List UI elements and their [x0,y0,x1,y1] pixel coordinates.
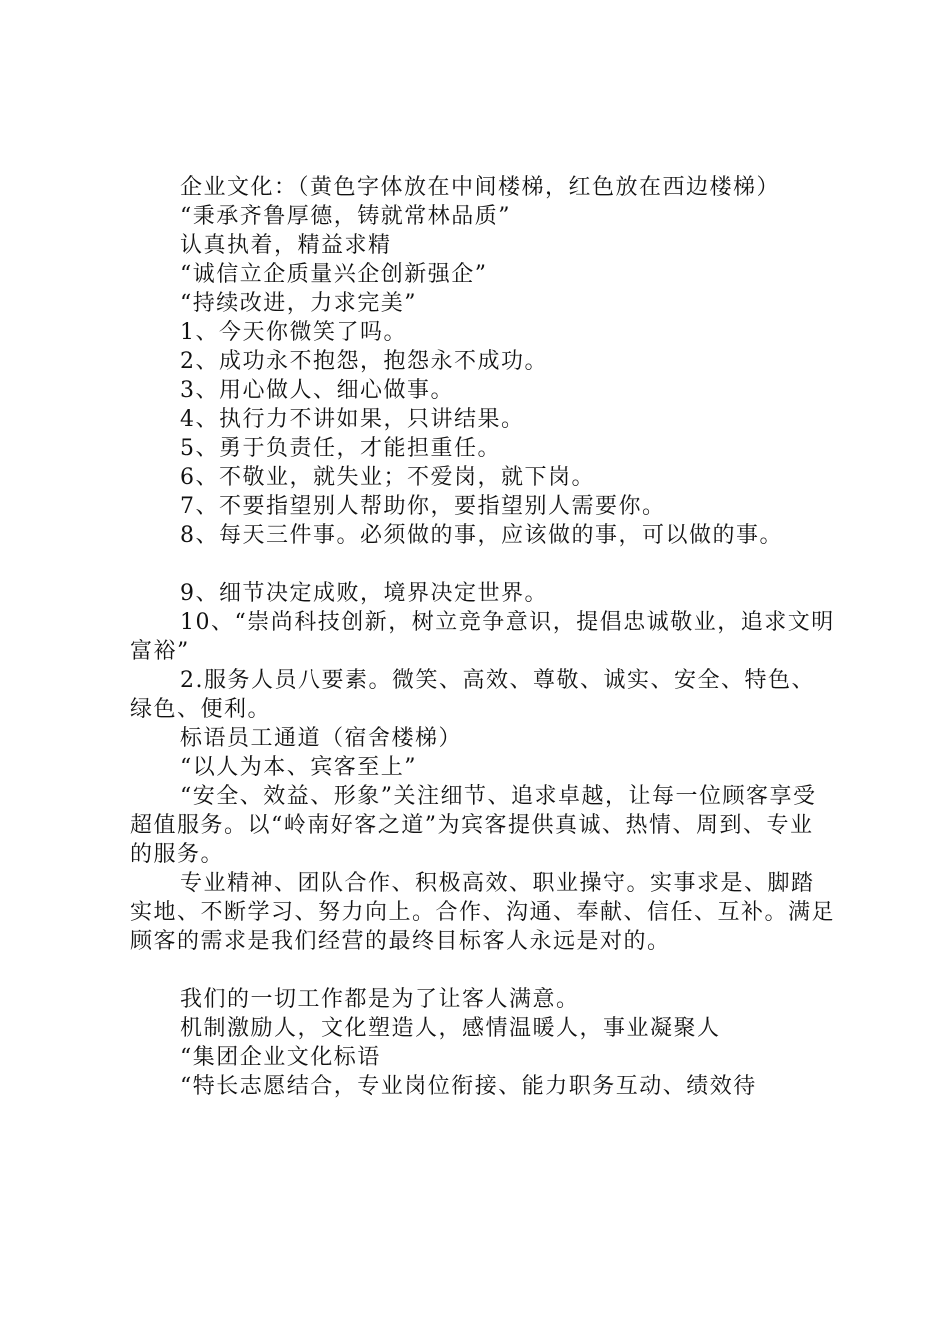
staff-passage-slogan-heading: 标语员工通道（宿舍楼梯） [180,726,463,751]
paragraph-professional-spirit: 专业精神、团队合作、积极高效、职业操守。实事求是、脚踏实地、不断学习、努力向上。合作、沟通、奉献、信任、互补。满足顾客的需求是我们经营的最终目标客人永远是对的。 [130,871,836,954]
slogan-earnest: 认真执着，精益求精 [180,233,392,258]
slogan-people-oriented: “以人为本、宾客至上” [180,755,417,780]
paragraph-specialty-aspiration: “特长志愿结合，专业岗位衔接、能力职务互动、绩效待 [180,1074,757,1099]
paragraph-mechanism-incentive: 机制激励人，文化塑造人，感情温暖人，事业凝聚人 [180,1016,721,1041]
paragraph-customer-satisfaction: 我们的一切工作都是为了让客人满意。 [180,987,580,1012]
group-culture-slogan-heading: “集团企业文化标语 [180,1045,381,1070]
service-eight-elements: 2.服务人员八要素。微笑、高效、尊敬、诚实、安全、特色、绿色、便利。 [130,668,815,722]
list-item-3: 3、用心做人、细心做事。 [180,378,454,403]
list-item-2: 2、成功永不抱怨，抱怨永不成功。 [180,349,548,374]
list-item-9: 9、细节决定成败，境界决定世界。 [180,581,548,606]
paragraph-safety-benefit-image: “安全、效益、形象”关注细节、追求卓越，让每一位顾客享受超值服务。以“岭南好客之道”为宾客提供真诚、热情、周到、专业的服务。 [130,784,817,867]
list-item-8: 8、每天三件事。必须做的事，应该做的事，可以做的事。 [180,523,783,548]
list-item-1: 1、今天你微笑了吗。 [180,320,407,345]
list-item-7: 7、不要指望别人帮助你，要指望别人需要你。 [180,494,666,519]
list-item-6: 6、不敬业，就失业；不爱岗，就下岗。 [180,465,595,490]
list-item-10: 10、“崇尚科技创新，树立竞争意识，提倡忠诚敬业，追求文明富裕” [130,610,835,664]
document-body [130,173,835,1101]
slogan-qilu: “秉承齐鲁厚德，铸就常林品质” [180,204,511,229]
slogan-continuous-improvement: “持续改进，力求完美” [180,291,417,316]
list-item-5: 5、勇于负责任，才能担重任。 [180,436,501,461]
list-item-4: 4、执行力不讲如果，只讲结果。 [180,407,525,432]
slogan-integrity-quality: “诚信立企质量兴企创新强企” [180,262,488,287]
paragraph-corporate-culture-heading: 企业文化：（黄色字体放在中间楼梯，红色放在西边楼梯） [180,175,781,200]
